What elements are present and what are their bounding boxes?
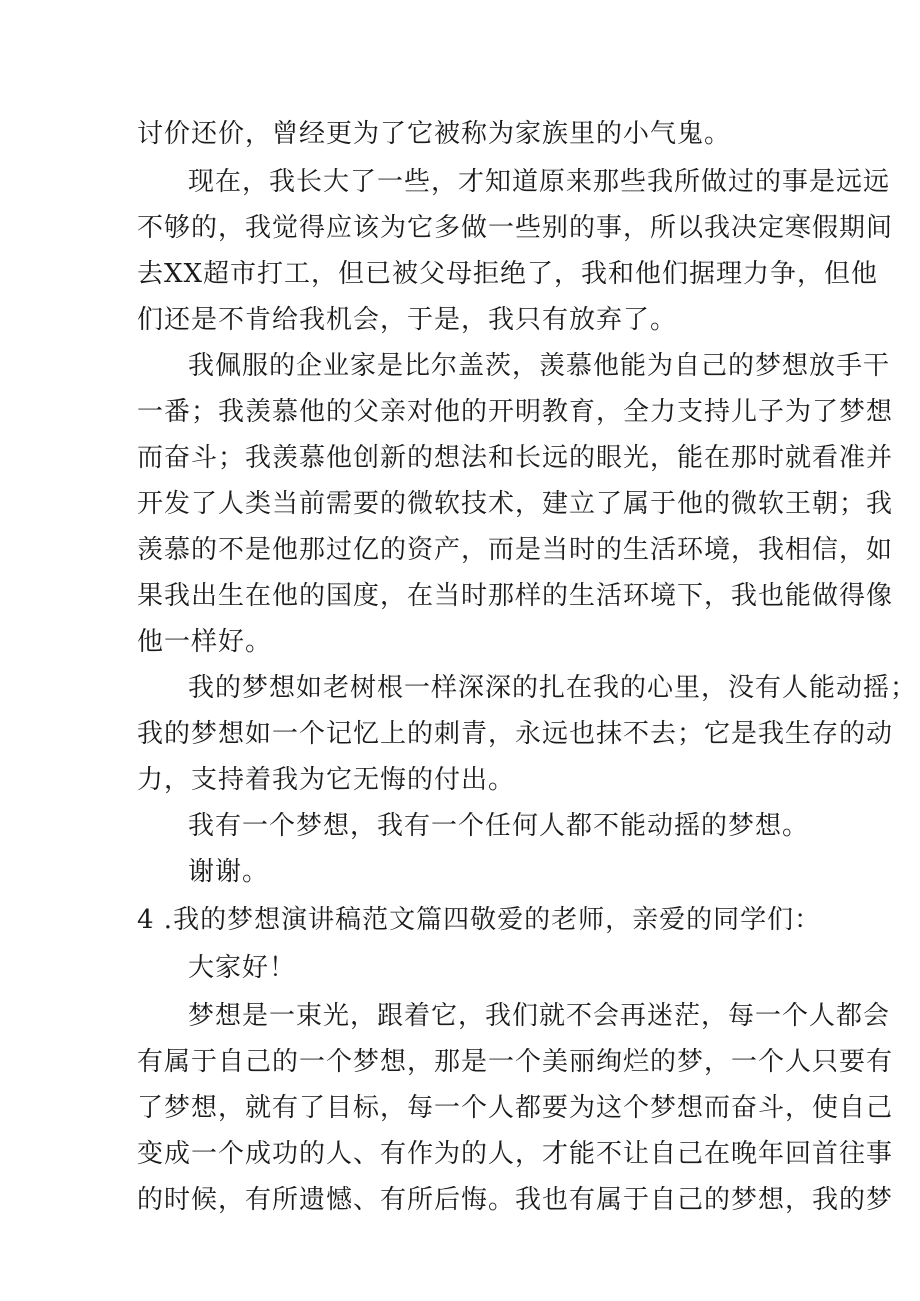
body-text-line: 力，支持着我为它无悔的付出。 (137, 765, 516, 795)
body-text-line: 一番；我羡慕他的父亲对他的开明教育，全力支持儿子为了梦想 (137, 397, 894, 427)
body-text-line: 我佩服的企业家是比尔盖茨，羡慕他能为自己的梦想放手干 (188, 351, 891, 381)
body-text-line: 变成一个成功的人、有作为的人，才能不让自己在晚年回首往事 (137, 1139, 894, 1169)
body-text-line: 而奋斗；我羡慕他创新的想法和长远的眼光，能在那时就看准并 (137, 443, 894, 473)
body-text-line: 我的梦想如一个记忆上的刺青，永远也抹不去；它是我生存的动 (137, 719, 894, 749)
body-text-line: 现在，我长大了一些，才知道原来那些我所做过的事是远远 (188, 167, 891, 197)
greeting-line: 大家好！ (188, 953, 297, 983)
body-text-line: 的时候，有所遗憾、有所后悔。我也有属于自己的梦想，我的梦 (137, 1185, 894, 1215)
body-text-line: 有属于自己的一个梦想，那是一个美丽绚烂的梦，一个人只要有 (137, 1047, 894, 1077)
body-text-line: 我有一个梦想，我有一个任何人都不能动摇的梦想。 (188, 811, 810, 841)
body-text-line: 果我出生在他的国度，在当时那样的生活环境下，我也能做得像 (137, 581, 894, 611)
body-text-line: 去XX超市打工，但已被父母拒绝了，我和他们据理力争，但他 (137, 259, 879, 289)
body-text-line: 了梦想，就有了目标，每一个人都要为这个梦想而奋斗，使自己 (137, 1093, 894, 1123)
body-text-line: 他一样好。 (137, 627, 273, 657)
body-text-line: 们还是不肯给我机会，于是，我只有放弃了。 (137, 305, 678, 335)
body-text-line: 不够的，我觉得应该为它多做一些别的事，所以我决定寒假期间 (137, 213, 894, 243)
body-text-line: 开发了人类当前需要的微软技术，建立了属于他的微软王朝；我 (137, 489, 894, 519)
body-text-line: 梦想是一束光，跟着它，我们就不会再迷茫，每一个人都会 (188, 1001, 891, 1031)
section-heading: 4 .我的梦想演讲稿范文篇四敬爱的老师，亲爱的同学们： (137, 905, 822, 935)
body-text-line: 谢谢。 (188, 857, 270, 887)
body-text-line: 我的梦想如老树根一样深深的扎在我的心里，没有人能动摇； (188, 673, 918, 703)
body-text-line: 讨价还价，曾经更为了它被称为家族里的小气鬼。 (137, 119, 732, 149)
body-text-line: 羡慕的不是他那过亿的资产，而是当时的生活环境，我相信，如 (137, 535, 894, 565)
